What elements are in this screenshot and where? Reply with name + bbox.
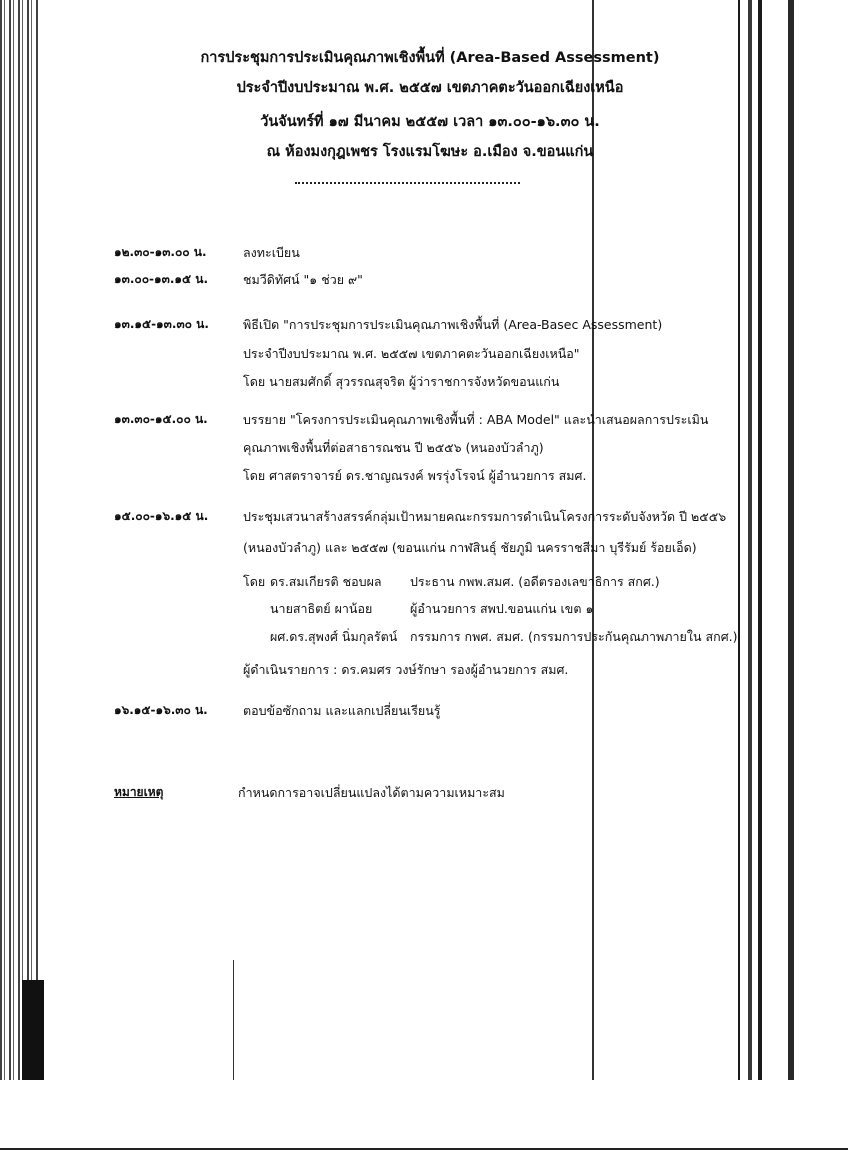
agenda-text: ประชุมเสวนาสร้างสรรค์กลุ่มเป้าหมายคณะกรรมการดำเนินโครงการระดับจังหวัด ปี ๒๕๕๖: [243, 509, 727, 524]
scan-left-shadow: [22, 980, 44, 1080]
agenda-text: พิธีเปิด "การประชุมการประเมินคุณภาพเชิงพื้นที่ (Area-Basec Assessment): [243, 317, 663, 332]
agenda-text: โดย ศาสตราจารย์ ดร.ชาญณรงค์ พรรุ่งโรจน์ ผู้อำนวยการ สมศ.: [243, 468, 587, 483]
agenda-time: ๑๓.๑๕-๑๓.๓๐ น.: [114, 317, 209, 331]
agenda-text: ประจำปีงบประมาณ พ.ศ. ๒๕๕๗ เขตภาคตะวันออกเฉียงเหนือ": [243, 346, 580, 361]
agenda-text: ลงทะเบียน: [243, 245, 300, 260]
agenda-text: โดย นายสมศักดิ์ สุวรรณสุจริต ผู้ว่าราชการจังหวัดขอนแก่น: [243, 374, 560, 389]
moderator: ผู้ดำเนินรายการ : ดร.คมศร วงษ์รักษา รองผู้อำนวยการ สมศ.: [243, 662, 569, 677]
speaker-name: นายสาธิตย์ ผาน้อย: [270, 601, 373, 616]
speaker-role: ประธาน กพพ.สมศ. (อดีตรองเลขาธิการ สกศ.): [410, 574, 660, 589]
agenda-text: ตอบข้อซักถาม และแลกเปลี่ยนเรียนรู้: [243, 703, 441, 718]
title-line-3: วันจันทร์ที่ ๑๗ มีนาคม ๒๕๕๗ เวลา ๑๓.๐๐-๑๖.๓๐ น.: [260, 114, 600, 130]
note-label: หมายเหตุ: [114, 785, 164, 799]
agenda-time: ๑๖.๑๕-๑๖.๓๐ น.: [114, 703, 208, 717]
scan-right-edge: [728, 0, 848, 1080]
note-text: กำหนดการอาจเปลี่ยนแปลงได้ตามความเหมาะสม: [238, 785, 505, 800]
agenda-time: ๑๓.๓๐-๑๕.๐๐ น.: [114, 412, 208, 426]
scan-left-edge: [0, 0, 40, 1080]
agenda-text: (หนองบัวลำภู) และ ๒๕๕๗ (ขอนแก่น กาฬสินธุ์ ชัยภูมิ นครราชสีมา บุรีรัมย์ ร้อยเอ็ด): [243, 540, 697, 555]
speaker-name: ผศ.ดร.สุพงศ์ นิ่มกุลรัตน์: [270, 629, 398, 644]
speaker-name: ดร.สมเกียรติ ชอบผล: [270, 574, 382, 589]
agenda-time: ๑๒.๓๐-๑๓.๐๐ น.: [114, 245, 207, 259]
agenda-text: คุณภาพเชิงพื้นที่ต่อสาธารณชน ปี ๒๕๕๖ (หนองบัวลำภู): [243, 440, 544, 455]
agenda-text: บรรยาย "โครงการประเมินคุณภาพเชิงพื้นที่ : ABA Model" และนำเสนอผลการประเมิน: [243, 412, 709, 427]
agenda-time: ๑๓.๐๐-๑๓.๑๕ น.: [114, 272, 209, 286]
speaker-role: กรรมการ กพศ. สมศ. (กรรมการประกันคุณภาพภายใน สกศ.): [410, 629, 738, 644]
title-line-4: ณ ห้องมงกุฎเพชร โรงแรมโฆษะ อ.เมือง จ.ขอนแก่น: [266, 144, 594, 160]
title-line-1: การประชุมการประเมินคุณภาพเชิงพื้นที่ (Area-Based Assessment): [200, 50, 660, 66]
scan-bottom-rule: [0, 1148, 848, 1150]
agenda-time: ๑๕.๐๐-๑๖.๑๕ น.: [114, 509, 209, 523]
speaker-role: ผู้อำนวยการ สพป.ขอนแก่น เขต ๑: [410, 601, 594, 616]
title-dotted-rule: [295, 182, 520, 184]
title-line-2: ประจำปีงบประมาณ พ.ศ. ๒๕๕๗ เขตภาคตะวันออกเฉียงเหนือ: [236, 80, 624, 96]
agenda-text: ชมวีดิทัศน์ "๑ ช่วย ๙": [243, 272, 363, 287]
scan-mark: [233, 960, 234, 1080]
panel-by-label: โดย: [243, 574, 266, 589]
